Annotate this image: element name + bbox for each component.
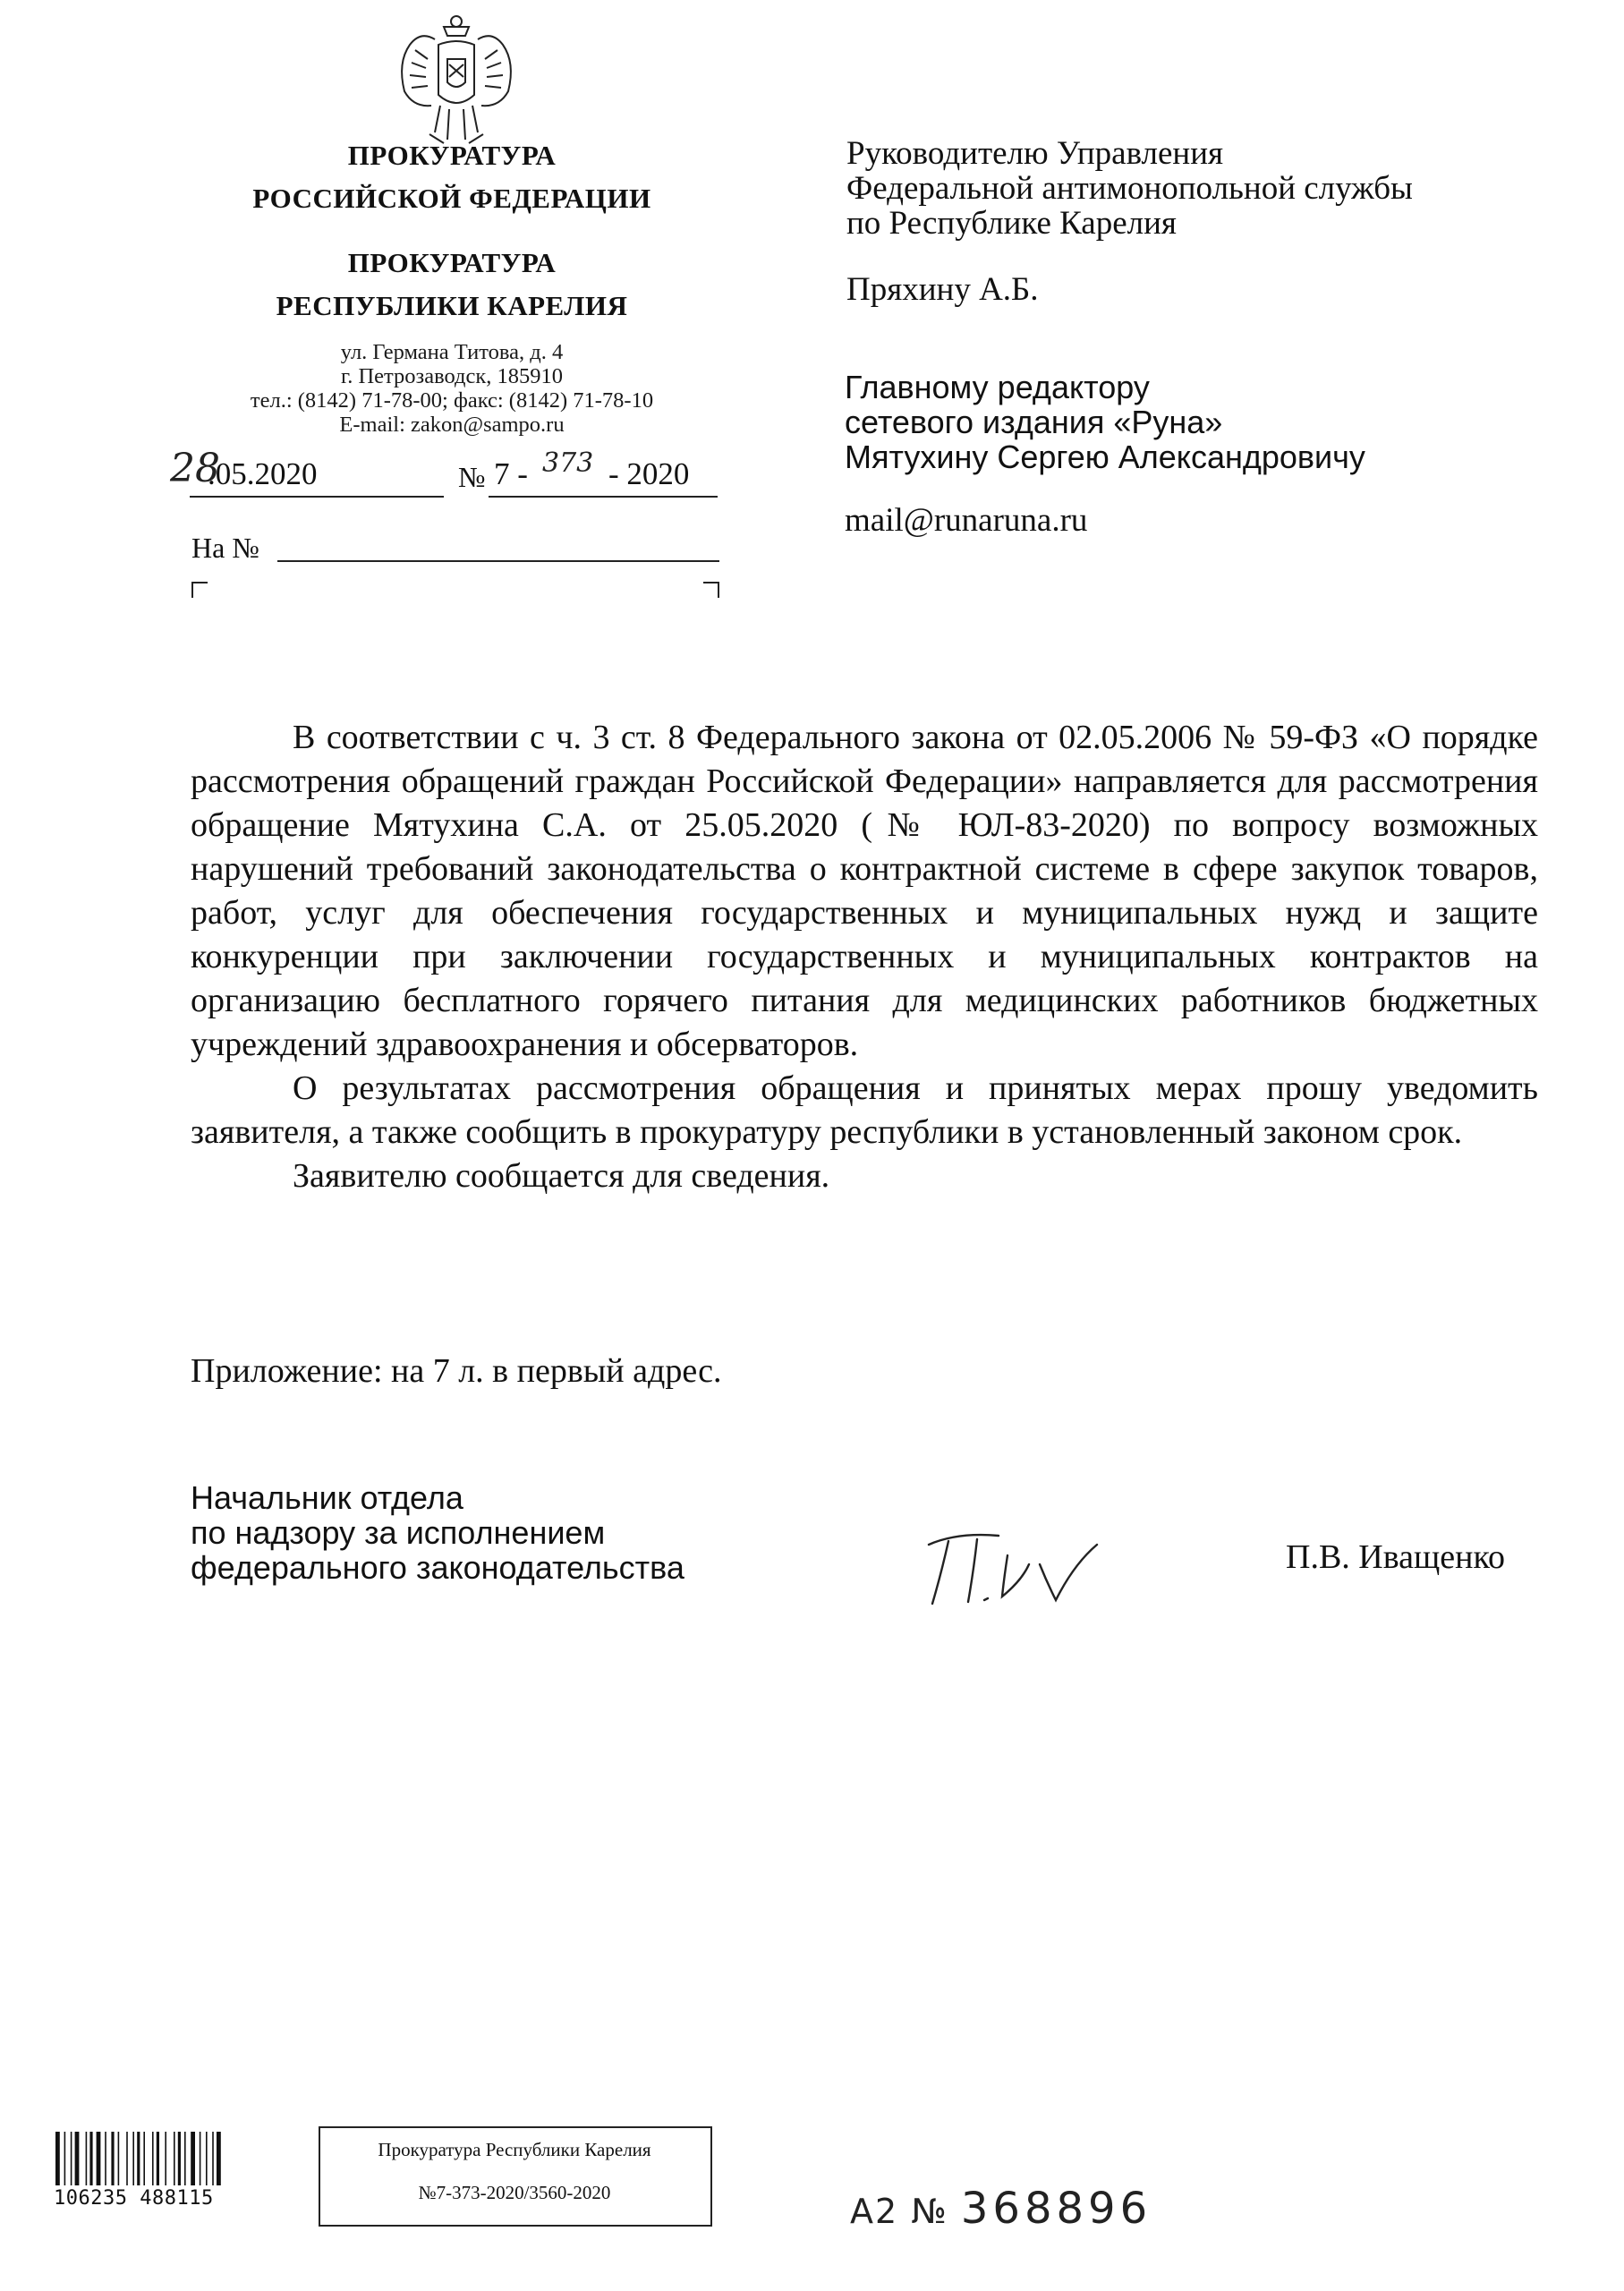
- body-paragraph: В соответствии с ч. 3 ст. 8 Федерального закона от 02.05.2006 № 59-ФЗ «О порядке рассмотрения обращений граждан Российской Федерации» направляется для рассмотрения обращение Мятухина С.А. от 25.05.2020 (№ ЮЛ-83-2020) по вопросу возможных нарушений требований законодательства о контрактной системе в сфере закупок товаров, работ, услуг для обеспечения государственных и муниципальных нужд и защите конкуренции при заключении государственных и муниципальных контрактов на организацию бесплатного горячего питания для медицинских работников бюджетных учреждений здравоохранения и обсерваторов.: [191, 719, 1538, 1063]
- org-line: ПРОКУРАТУРА: [347, 140, 557, 171]
- addressee-email: mail@runaruna.ru: [845, 502, 1088, 539]
- addressee-line: сетевого издания «Руна»: [845, 404, 1223, 440]
- body-paragraph: Заявителю сообщается для сведения.: [293, 1157, 830, 1195]
- addressee-line: Главному редактору: [845, 369, 1150, 405]
- form-series: А2: [850, 2192, 899, 2231]
- signatory-title-line: по надзору за исполнением: [191, 1514, 606, 1551]
- attachment-note: Приложение: на 7 л. в первый адрес.: [191, 1352, 722, 1390]
- org-header-regional: [130, 242, 774, 328]
- addressee-fas: [846, 136, 1413, 241]
- signatory-title: [191, 1480, 684, 1585]
- date-handwritten-day: 28: [170, 446, 220, 491]
- address-phone: тел.: (8142) 71-78-00; факс: (8142) 71-78-10: [250, 388, 654, 413]
- stamp-organisation: Прокуратура Республики Карелия: [378, 2139, 651, 2160]
- address-corner-mark-right: [703, 582, 719, 598]
- address-corner-mark-left: [191, 582, 208, 598]
- body-paragraph: О результатах рассмотрения обращения и принятых мерах прошу уведомить заявителя, а также сообщить в прокуратуру республики в установленный законом срок.: [191, 1069, 1538, 1151]
- coat-of-arms-emblem: [385, 9, 528, 150]
- org-address-block: [130, 340, 774, 437]
- form-number-value: 368896: [960, 2184, 1152, 2234]
- addressee-line: Федеральной антимонопольной службы: [846, 170, 1413, 207]
- org-line: ПРОКУРАТУРА: [347, 247, 557, 278]
- number-sign: №: [458, 461, 486, 493]
- addressee-line: Мятухину Сергею Александровичу: [845, 439, 1365, 475]
- barcode-number: 106235 488115: [54, 2187, 214, 2210]
- addressee-editor: [845, 370, 1365, 474]
- outgoing-number-handwritten: 373: [542, 447, 594, 479]
- org-header-federal: [130, 134, 774, 220]
- outgoing-number-suffix: - 2020: [608, 456, 690, 491]
- reference-number-label: На №: [191, 532, 259, 564]
- signatory-title-line: федерального законодательства: [191, 1549, 684, 1586]
- address-email: E-mail: zakon@sampo.ru: [339, 413, 565, 437]
- form-number-sign: №: [911, 2192, 948, 2231]
- signatory-name: П.В. Иващенко: [1286, 1538, 1506, 1576]
- stamp-registration-number: №7-373-2020/3560-2020: [418, 2182, 611, 2203]
- addressee-fas-name: Пряхину А.Б.: [846, 271, 1039, 308]
- reference-number-line: [277, 542, 719, 562]
- address-city: г. Петрозаводск, 185910: [340, 364, 564, 388]
- handwritten-signature: [922, 1529, 1118, 1609]
- letter-body: [191, 716, 1538, 1198]
- date-printed: .05.2020: [208, 456, 318, 491]
- org-line: РЕСПУБЛИКИ КАРЕЛИЯ: [276, 290, 628, 321]
- outgoing-number-prefix: 7 -: [494, 456, 528, 491]
- org-line: РОССИЙСКОЙ ФЕДЕРАЦИИ: [252, 183, 651, 214]
- addressee-line: по Республике Карелия: [846, 205, 1177, 242]
- form-number: [850, 2184, 1152, 2234]
- address-street: ул. Германа Титова, д. 4: [340, 340, 564, 364]
- signatory-title-line: Начальник отдела: [191, 1479, 463, 1516]
- addressee-line: Руководителю Управления: [846, 135, 1224, 172]
